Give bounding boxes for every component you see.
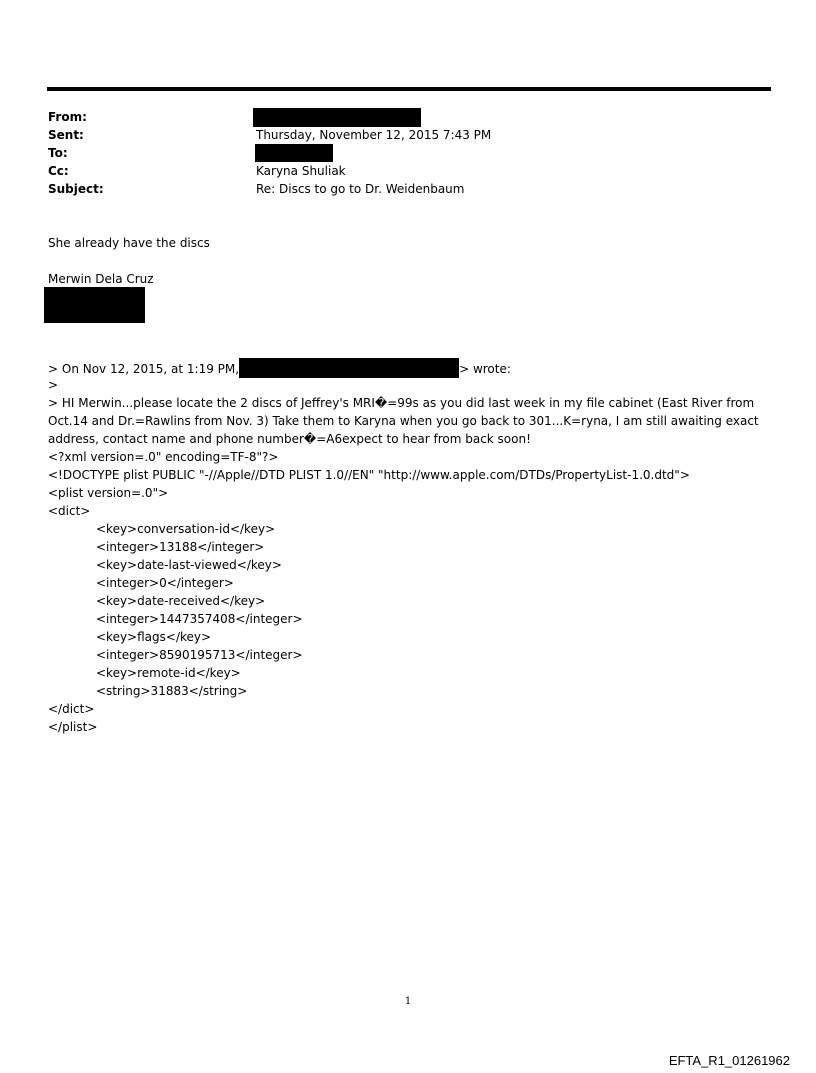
- plist-entry: <key>flags</key>: [96, 630, 212, 644]
- plist-open-tag: <plist version=.0">: [48, 486, 169, 500]
- plist-entry: <integer>0</integer>: [96, 576, 234, 590]
- from-label: From:: [48, 110, 87, 124]
- quote-attribution: [48, 358, 768, 376]
- plist-close-tag: </plist>: [48, 720, 98, 734]
- dict-close-tag: </dict>: [48, 702, 95, 716]
- subject-value: Re: Discs to go to Dr. Weidenbaum: [256, 182, 465, 196]
- dict-open-tag: <dict>: [48, 504, 91, 518]
- cc-label: Cc:: [48, 164, 69, 178]
- to-redaction: [255, 144, 333, 162]
- attribution-prefix: > On Nov 12, 2015, at 1:19 PM,: [48, 362, 240, 376]
- from-redaction: [253, 108, 421, 127]
- page-number: 1: [404, 996, 412, 1007]
- quote-message-line: > HI Merwin...please locate the 2 discs of Jeffrey's MRI�=99s as you did last week in my file cabinet (East River from: [48, 396, 755, 410]
- header-rule: [47, 87, 771, 91]
- sent-value: Thursday, November 12, 2015 7:43 PM: [256, 128, 492, 142]
- sender-redaction: [239, 358, 459, 378]
- quote-blank-line: >: [48, 378, 59, 392]
- bates-number: EFTA_R1_01261962: [668, 1053, 790, 1068]
- plist-entry: <key>conversation-id</key>: [96, 522, 276, 536]
- plist-entry: <integer>8590195713</integer>: [96, 648, 303, 662]
- plist-entry: <key>date-last-viewed</key>: [96, 558, 282, 572]
- plist-entry: <integer>13188</integer>: [96, 540, 265, 554]
- to-label: To:: [48, 146, 68, 160]
- signature-redaction: [44, 287, 145, 323]
- quote-message-line: Oct.14 and Dr.=Rawlins from Nov. 3) Take them to Karyna when you go back to 301...K=ryna, I am still awaiting exact: [48, 414, 759, 428]
- plist-entry: <string>31883</string>: [96, 684, 248, 698]
- plist-entry: <integer>1447357408</integer>: [96, 612, 303, 626]
- plist-doctype: <!DOCTYPE plist PUBLIC "-//Apple//DTD PLIST 1.0//EN" "http://www.apple.com/DTDs/PropertyList-1.0.dtd">: [48, 468, 690, 482]
- subject-label: Subject:: [48, 182, 104, 196]
- sent-label: Sent:: [48, 128, 84, 142]
- quote-message-line: address, contact name and phone number�=A6expect to hear from back soon!: [48, 432, 531, 446]
- cc-value: Karyna Shuliak: [256, 164, 346, 178]
- plist-entry: <key>remote-id</key>: [96, 666, 241, 680]
- plist-entry: <key>date-received</key>: [96, 594, 266, 608]
- reply-text: She already have the discs: [48, 236, 210, 250]
- plist-xml-declaration: <?xml version=.0" encoding=TF-8"?>: [48, 450, 279, 464]
- attribution-suffix: > wrote:: [459, 362, 511, 376]
- quoted-message: [48, 358, 768, 736]
- signature-name: Merwin Dela Cruz: [48, 272, 154, 286]
